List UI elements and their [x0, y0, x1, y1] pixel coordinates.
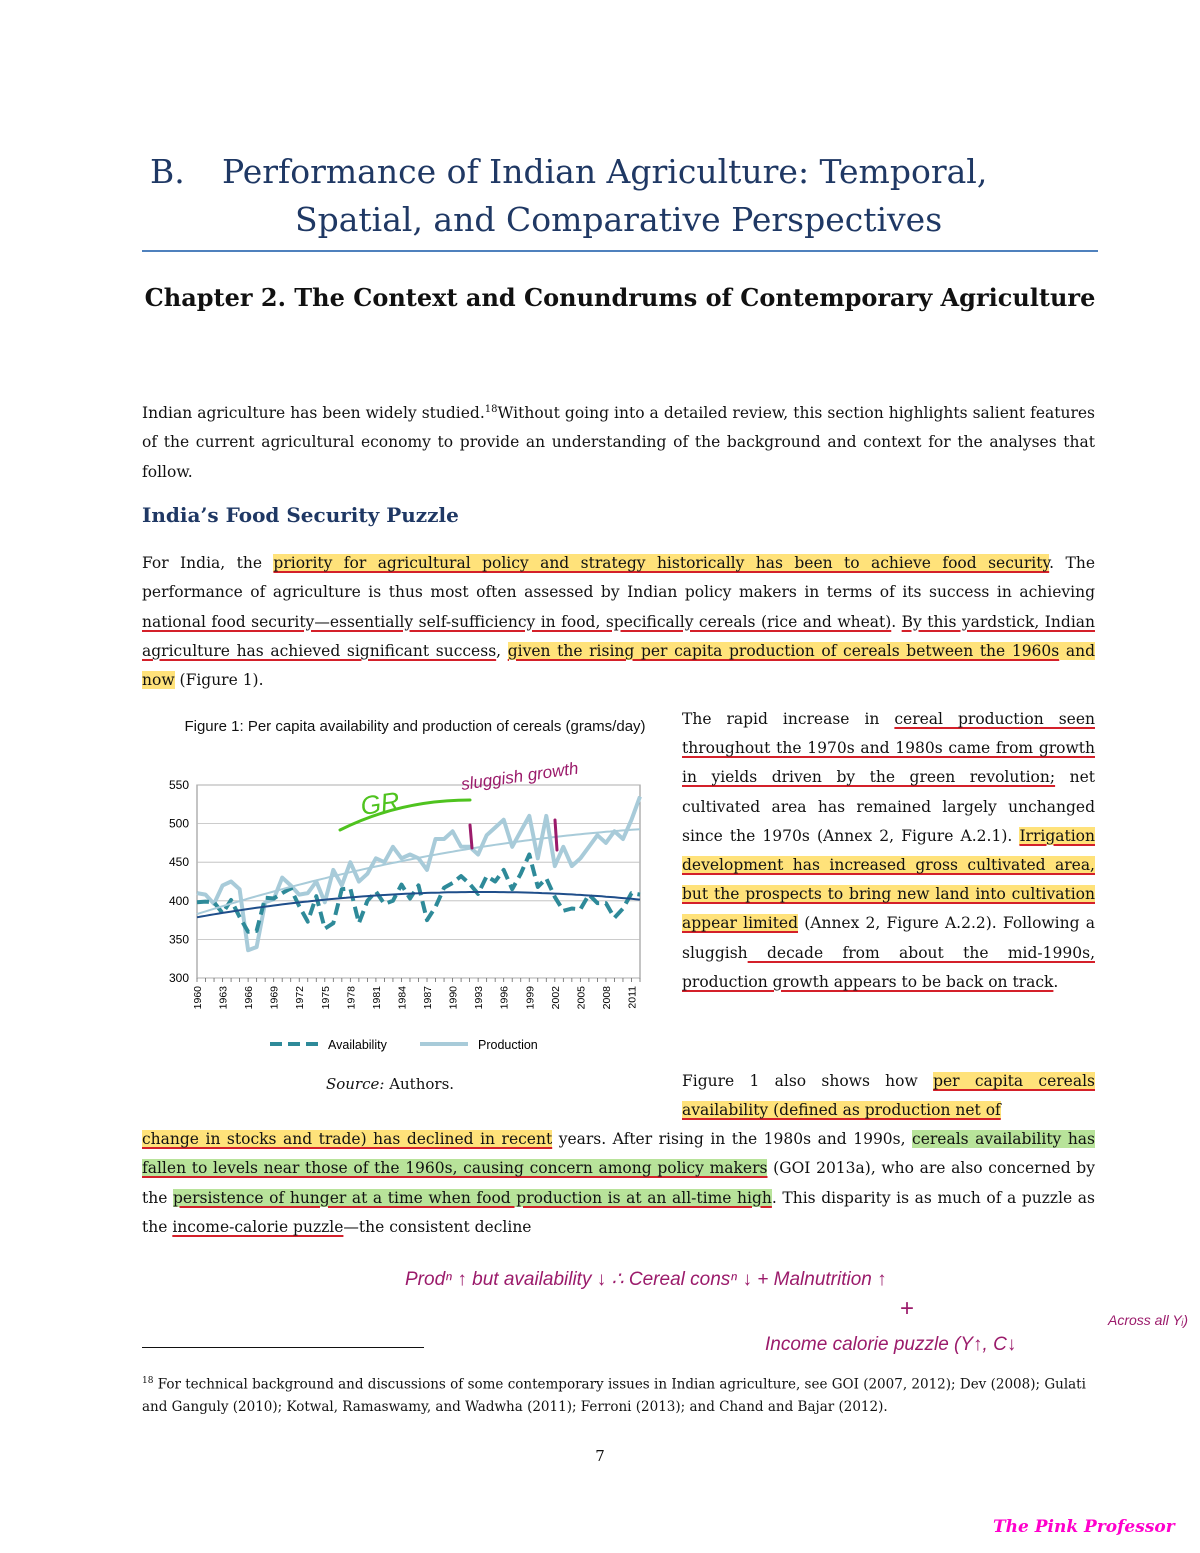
part-title — [150, 148, 1100, 244]
x-tick-label: 1966 — [243, 986, 256, 1010]
title-rule — [142, 250, 1098, 252]
annotation-note-3: Across all Yᵢ) — [1108, 1312, 1189, 1328]
annotation-note-2: Income calorie puzzle (Y↑, C↓ — [765, 1334, 1017, 1355]
annotation-plus: + — [900, 1295, 915, 1322]
x-tick-label: 1984 — [396, 986, 409, 1010]
legend — [270, 1038, 538, 1052]
s1-c: net cultivated area has remained largely unchanged since the 1970s (Annex 2, Figure A.2.1). — [682, 768, 1096, 845]
footnote-rule — [142, 1347, 424, 1348]
p1-h: given the rising per capita production of cereals between the 1960s — [507, 641, 1060, 660]
section-heading: India’s Food Security Puzzle — [142, 503, 459, 527]
intro-text-1: Indian agriculture has been widely studied. — [142, 404, 485, 423]
paragraph-1 — [142, 549, 1095, 695]
source-label: Source: — [325, 1075, 385, 1093]
intro-paragraph — [142, 395, 1095, 487]
x-tick-label: 1993 — [473, 986, 486, 1010]
y-tick-label: 500 — [168, 816, 189, 831]
x-tick-label: 1981 — [370, 986, 383, 1010]
p1-g: , — [496, 641, 508, 660]
footnote-number: 18 — [142, 1376, 154, 1386]
plot-area-border — [197, 785, 640, 978]
s1-d: Irrigation development has increased gross cultivated area, but the prospects to bring new land into cultivation appear limited — [682, 826, 1095, 933]
x-tick-label: 1990 — [447, 986, 460, 1010]
p2-a: change in stocks and trade) has declined in recent — [142, 1130, 553, 1148]
x-tick-label: 2002 — [549, 986, 562, 1010]
y-tick-label: 400 — [168, 893, 189, 908]
p2-i: —the consistent decline — [343, 1217, 532, 1236]
x-axis — [192, 978, 640, 1009]
x-tick-label: 1969 — [268, 986, 281, 1010]
p1-e: . — [891, 612, 902, 631]
p1-a: For India, the — [142, 554, 274, 572]
series-layer — [197, 797, 640, 951]
p1-j: (Figure 1). — [174, 671, 264, 690]
figure-title: Figure 1: Per capita availability and production of cereals (grams/day) — [184, 718, 646, 735]
chart — [150, 770, 660, 1060]
chapter-title: Chapter 2. The Context and Conundrums of Contemporary Agriculture — [144, 283, 1096, 312]
x-tick-label: 2005 — [575, 986, 588, 1010]
footnote — [142, 1370, 1097, 1418]
s1-g: . — [1053, 972, 1059, 991]
brand-watermark: The Pink Professor — [993, 1517, 1175, 1537]
p2-b: years. After rising in the 1980s and 1990s, — [552, 1130, 913, 1148]
side-paragraph-1 — [682, 705, 1095, 997]
p1-f: By this yardstick, Indian agriculture has achieved significant success — [142, 612, 1096, 660]
side-paragraph-2 — [682, 1067, 1095, 1125]
legend-availability: Availability — [328, 1038, 387, 1052]
x-tick-label: 1996 — [498, 986, 511, 1010]
p2-h: income-calorie puzzle — [172, 1217, 344, 1236]
p1-b: priority for agricultural policy and strategy historically has been to achieve food security — [273, 554, 1050, 572]
x-tick-label: 1975 — [319, 986, 332, 1010]
s1-b: cereal production seen throughout the 1970s and 1980s came from growth in yields driven by the green revolution; — [682, 710, 1095, 787]
footnote-ref[interactable]: 18 — [484, 404, 498, 415]
y-axis — [169, 778, 640, 985]
x-tick-label: 1999 — [524, 986, 537, 1010]
part-title-line2: Spatial, and Comparative Perspectives — [295, 200, 943, 239]
s1-e: (Annex 2, Figure A.2.2). Following a sluggish — [682, 914, 1095, 962]
p2-d: fallen to levels near those of the 1960s, causing concern among policy makers — [142, 1159, 768, 1178]
part-letter: B. — [150, 152, 185, 191]
x-tick-label: 2008 — [600, 986, 613, 1010]
p2-g: . This disparity is as much of a puzzle as the — [142, 1188, 1096, 1236]
y-tick-label: 350 — [168, 932, 189, 947]
p2-c: cereals availability has — [912, 1130, 1095, 1148]
p1-d: national food security—essentially self-sufficiency in food, specifically cereals (rice and wheat) — [142, 612, 892, 631]
annotation-note-1: Prodⁿ ↑ but availability ↓ ∴ Cereal consⁿ ↓ + Malnutrition ↑ — [405, 1269, 887, 1290]
s2-b: per capita cereals availability (defined as production net of — [682, 1072, 1095, 1120]
footnote-text: For technical background and discussions of some contemporary issues in Indian agriculture, see GOI (2007, 2012); Dev (2008); Gulati and Ganguly (2010); Kotwal, Ramaswamy, and Wadwha (2011); Ferroni (2013); and Chand and Bajar (2012). — [142, 1376, 1086, 1415]
p2-e: (GOI 2013a), who are also concerned by the — [142, 1159, 1095, 1207]
x-tick-label: 1978 — [345, 986, 358, 1010]
p1-c: . The performance of agriculture is thus most often assessed by Indian policy makers in terms of its success in achieving — [142, 554, 1096, 602]
s1-f: decade from about the mid-1990s, production growth appears to be back on track — [682, 943, 1095, 991]
annotation-gr: GR — [358, 785, 402, 821]
page-number: 7 — [595, 1447, 605, 1465]
paragraph-2 — [142, 1125, 1095, 1242]
s2-a: Figure 1 also shows how — [682, 1072, 934, 1090]
x-tick-label: 1987 — [422, 986, 435, 1010]
figure-source — [150, 1075, 630, 1093]
p2-f: persistence of hunger at a time when food production is at an all-time high — [172, 1188, 772, 1207]
legend-production: Production — [478, 1038, 538, 1052]
x-tick-label: 1972 — [294, 986, 307, 1010]
x-tick-label: 1963 — [217, 986, 230, 1010]
series-production-line — [197, 797, 640, 951]
s1-a: The rapid increase in — [682, 710, 895, 728]
source-text: Authors. — [384, 1075, 455, 1093]
intro-text-2: Without going into a detailed review, this section highlights salient features of the current agricultural economy to provide an understanding of the background and context for the analyses that follow. — [142, 404, 1095, 481]
part-title-line1: Performance of Indian Agriculture: Temporal, — [222, 152, 988, 191]
y-tick-label: 550 — [168, 778, 189, 792]
y-tick-label: 450 — [168, 855, 189, 870]
x-tick-label: 2011 — [626, 986, 639, 1009]
x-tick-label: 1960 — [192, 986, 204, 1010]
p1-i: and now — [142, 641, 1096, 690]
annotation-sluggish: sluggish growth — [459, 758, 580, 794]
y-tick-label: 300 — [168, 971, 189, 985]
